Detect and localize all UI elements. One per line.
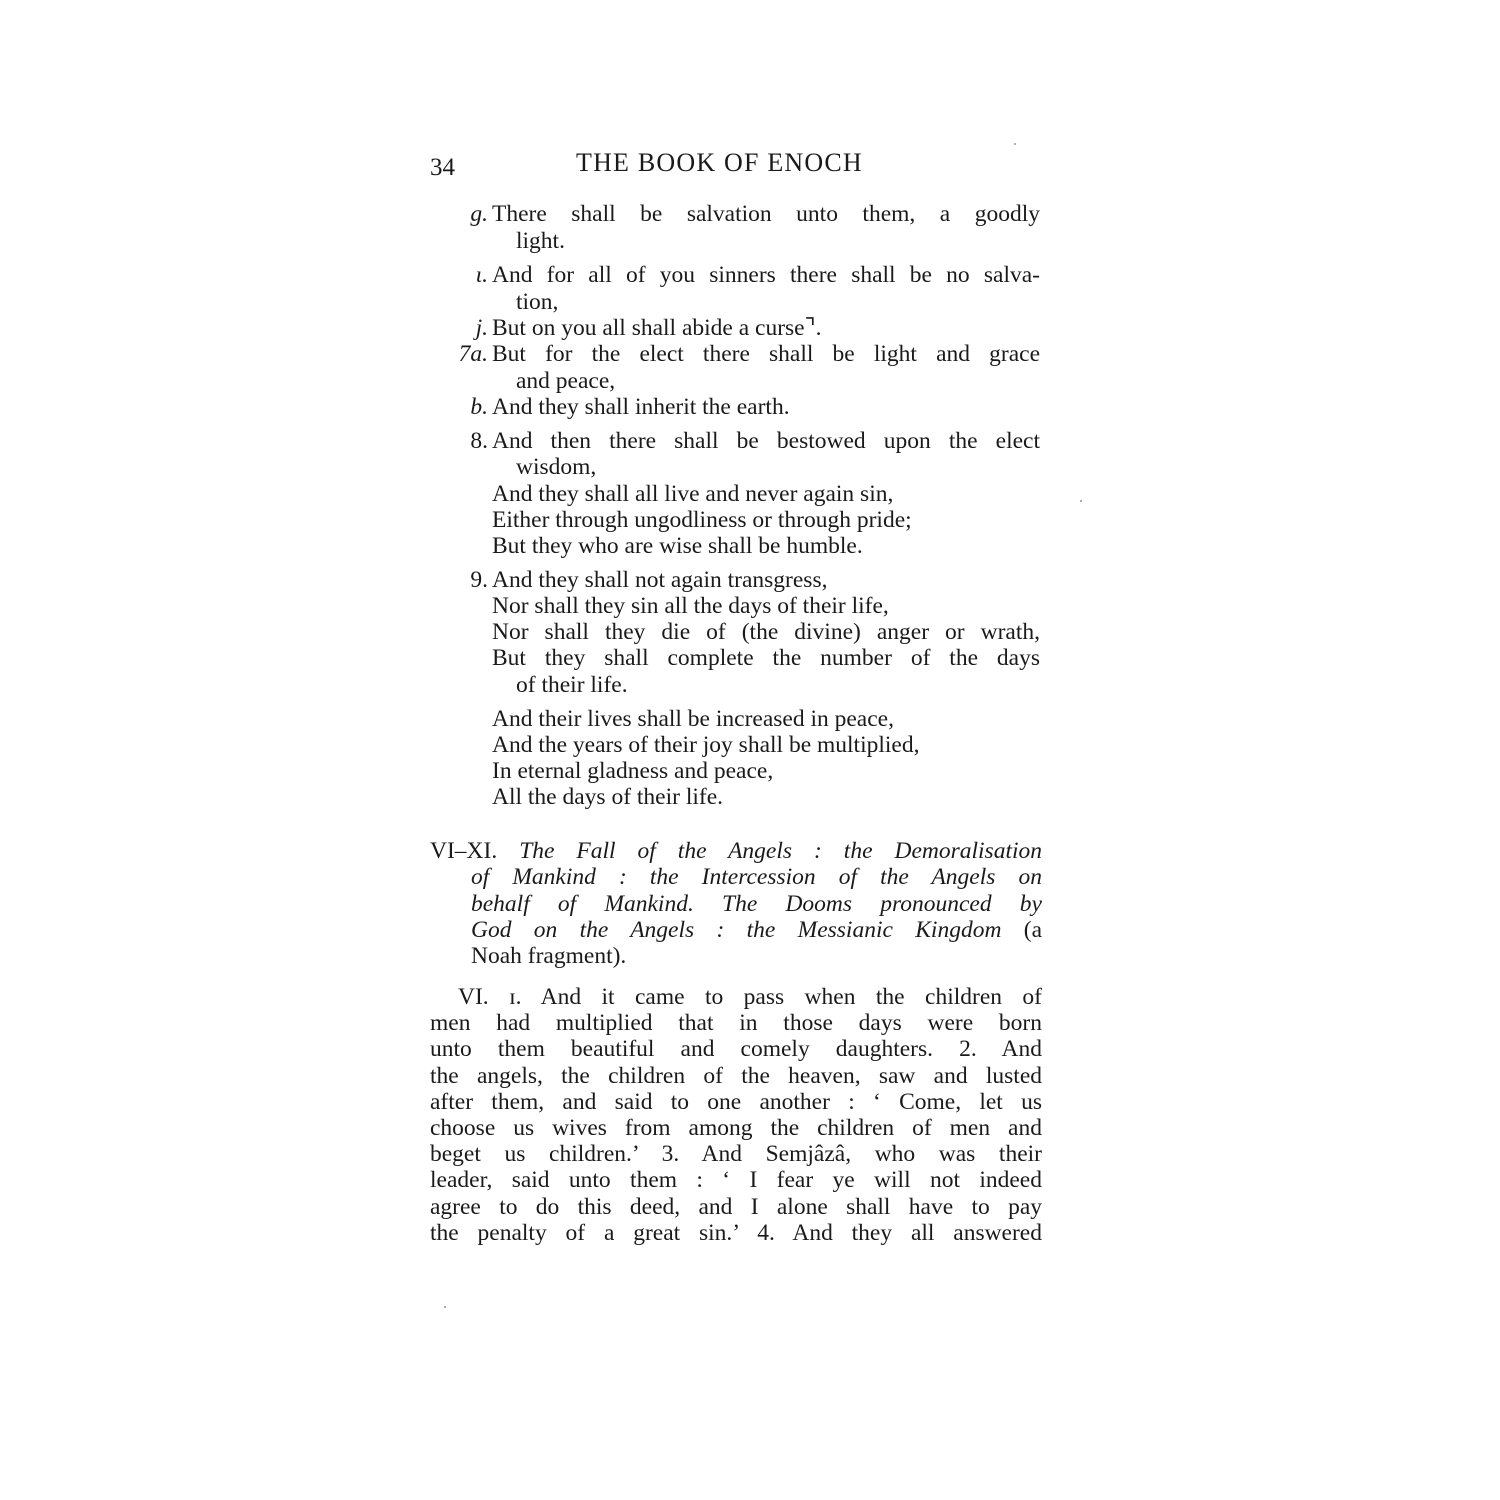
scan-speck (444, 1306, 446, 1308)
verse-number: ɩ. (475, 262, 488, 288)
verse-number: g. (470, 201, 488, 227)
verse-text: And they shall all live and never again sin, (492, 481, 894, 507)
section-title: behalf of Mankind. The Dooms pronounced by (471, 890, 1042, 917)
verse-text: And their lives shall be increased in peace, (492, 706, 894, 732)
section-heading (430, 838, 1042, 969)
section-note: (a (1023, 916, 1043, 943)
section-title: The Fall of the Angels : the Demoralisation (519, 838, 1042, 864)
verse-text: Nor shall they sin all the days of their life, (492, 593, 889, 619)
verse-text: But for the elect there shall be light and grace (492, 341, 1040, 367)
section-title: God on the Angels : the Messianic Kingdom (471, 916, 1002, 943)
verse-text: And the years of their joy shall be multiplied, (492, 732, 920, 758)
prose-line: agree to do this deed, and I alone shall have to pay (430, 1193, 1042, 1220)
prose-line: after them, and said to one another : ‘ Come, let us (430, 1088, 1042, 1115)
prose-line: choose us wives from among the children of men and (430, 1114, 1042, 1141)
verse-text: But they shall complete the number of the days (492, 645, 1040, 671)
verse-number: 7a. (458, 341, 488, 367)
section-heading-line (430, 943, 1042, 969)
scan-speck (1080, 500, 1082, 502)
prose-line: beget us children.’ 3. And Semjâzâ, who was their (430, 1141, 1042, 1168)
section-heading-line (430, 917, 1042, 943)
verse-number: 8. (470, 428, 488, 454)
verse-text: And they shall inherit the earth. (492, 394, 790, 420)
verse-text: light. (516, 228, 565, 254)
verse-text: tion, (516, 289, 559, 315)
section-heading-line (430, 838, 1042, 864)
verse-text: of their life. (516, 672, 628, 698)
scan-speck (1014, 143, 1016, 145)
section-heading-line (430, 864, 1042, 890)
prose-line: the angels, the children of the heaven, saw and lusted (430, 1062, 1042, 1089)
verse-text: And then there shall be bestowed upon the elect (492, 428, 1040, 454)
verse-text: And for all of you sinners there shall be no salva- (492, 262, 1040, 288)
section-note: Noah fragment). (471, 943, 627, 970)
prose-line: unto them beautiful and comely daughters. 2. And (430, 1036, 1042, 1063)
verse-text: And they shall not again transgress, (492, 567, 828, 593)
prose-line: the penalty of a great sin.’ 4. And they all answered (430, 1219, 1042, 1246)
verse-text: All the days of their life. (492, 784, 724, 810)
prose-line: VI. ɪ. And it came to pass when the children of (458, 984, 1042, 1010)
verse-text: Either through ungodliness or through pride; (492, 507, 912, 533)
prose-line: men had multiplied that in those days were born (430, 1010, 1042, 1037)
page-number: 34 (430, 154, 455, 181)
section-label: VI–XI. (430, 838, 498, 864)
verse-text: But on you all shall abide a curse⌝. (492, 315, 822, 341)
prose-line: leader, said unto them : ‘ I fear ye will not indeed (430, 1167, 1042, 1194)
verse-text: Nor shall they die of (the divine) anger or wrath, (492, 619, 1040, 645)
verse-number: j. (475, 315, 488, 341)
prose-paragraph (430, 984, 1042, 1246)
verse-number: b. (470, 394, 488, 420)
verse-text: In eternal gladness and peace, (492, 758, 774, 784)
verse-text: But they who are wise shall be humble. (492, 533, 863, 559)
verse-number: 9. (470, 567, 488, 593)
running-title: THE BOOK OF ENOCH (576, 148, 863, 177)
verse-text: There shall be salvation unto them, a goodly (492, 201, 1040, 227)
verse-text: wisdom, (516, 454, 597, 480)
section-title: of Mankind : the Intercession of the Angels on (471, 864, 1042, 891)
page-header (430, 148, 1042, 188)
section-heading-line (430, 891, 1042, 917)
verse-text: and peace, (516, 368, 616, 394)
